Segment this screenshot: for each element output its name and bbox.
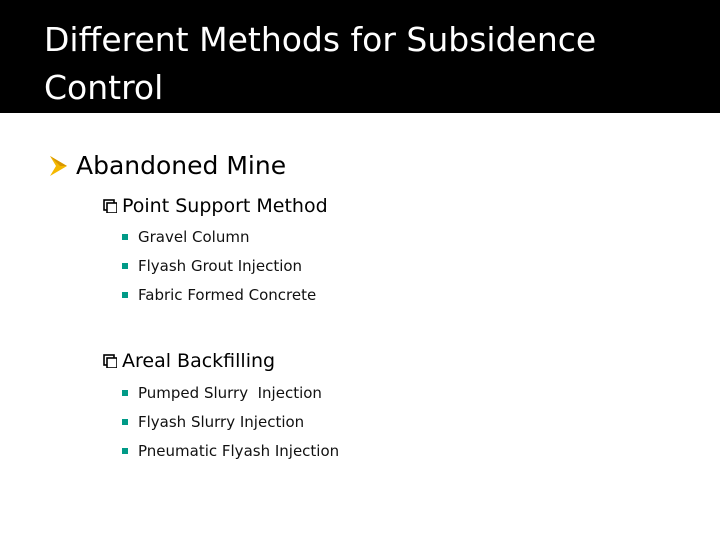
square-icon bbox=[122, 263, 128, 269]
square-icon bbox=[122, 419, 128, 425]
list-item bbox=[122, 227, 249, 247]
square-icon bbox=[122, 292, 128, 298]
list-item-label: Fabric Formed Concrete bbox=[138, 286, 317, 304]
arrow-icon bbox=[50, 156, 67, 176]
list-item-label: Flyash Slurry Injection bbox=[138, 413, 305, 431]
slide-title: Different Methods for Subsidence Control bbox=[44, 20, 597, 107]
list-item-label: Flyash Grout Injection bbox=[138, 257, 303, 275]
main-bullet bbox=[50, 150, 286, 182]
box-icon bbox=[103, 354, 117, 368]
square-icon bbox=[122, 390, 128, 396]
section-heading-label: Areal Backfilling bbox=[122, 350, 276, 372]
section-heading-label: Point Support Method bbox=[122, 195, 328, 217]
list-item bbox=[122, 256, 302, 276]
box-icon bbox=[103, 199, 117, 213]
list-item-label: Gravel Column bbox=[138, 228, 250, 246]
main-bullet-label: Abandoned Mine bbox=[76, 151, 287, 180]
list-item-label: Pumped Slurry Injection bbox=[138, 384, 322, 402]
section-heading bbox=[103, 348, 275, 374]
title-bar bbox=[0, 0, 720, 113]
list-item bbox=[122, 412, 304, 432]
square-icon bbox=[122, 448, 128, 454]
square-icon bbox=[122, 234, 128, 240]
list-item bbox=[122, 383, 322, 403]
list-item-label: Pneumatic Flyash Injection bbox=[138, 442, 340, 460]
section-heading bbox=[103, 193, 328, 219]
list-item bbox=[122, 441, 339, 461]
list-item bbox=[122, 285, 316, 305]
